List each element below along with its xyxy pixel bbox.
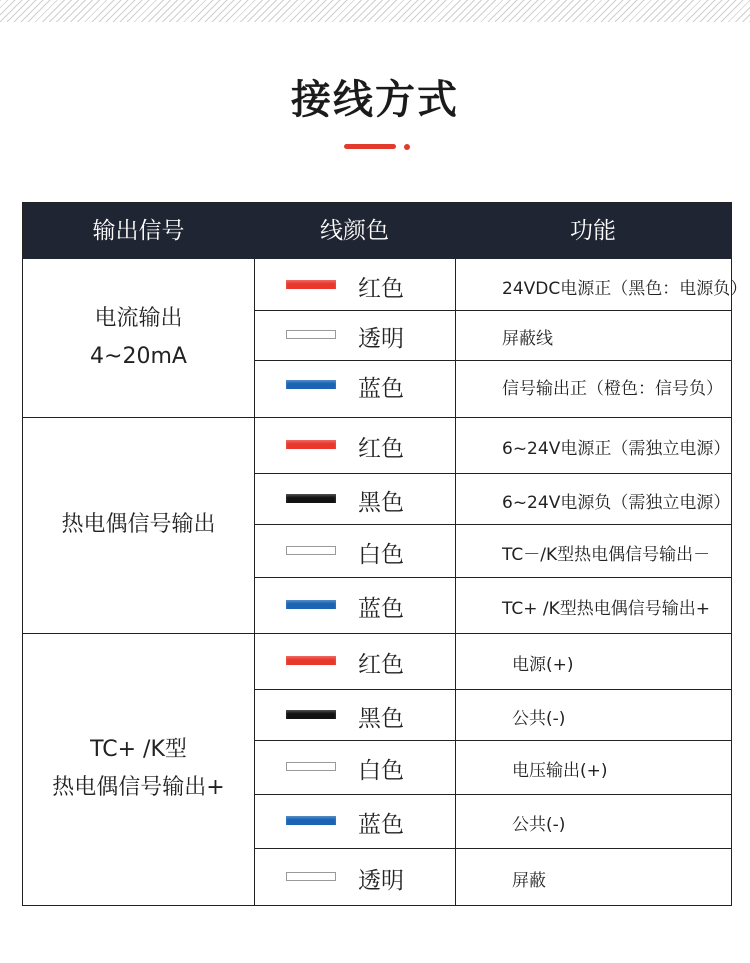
header-output-signal: 输出信号	[92, 218, 185, 244]
table-row	[254, 310, 731, 360]
group-label	[23, 633, 254, 905]
wire-color-name: 蓝色	[358, 376, 404, 402]
wire-color-swatch	[286, 872, 336, 881]
header-function: 功能	[570, 218, 616, 244]
table-row	[254, 473, 731, 524]
wire-function: 屏蔽	[512, 870, 546, 891]
wire-color-name: 红色	[358, 652, 404, 678]
wire-color-name: 红色	[358, 275, 404, 302]
table-row	[254, 848, 731, 905]
wire-function: 6~24V电源负（需独立电源）	[502, 492, 731, 513]
wire-function: TC+ /K型热电偶信号输出+	[502, 599, 711, 619]
table-row	[254, 360, 731, 410]
table-row	[254, 633, 731, 689]
table-row	[254, 689, 731, 740]
group-label	[23, 417, 254, 633]
wire-color-swatch	[286, 330, 336, 339]
title-underline	[344, 144, 396, 149]
wire-color-swatch	[286, 600, 336, 609]
table-header	[23, 203, 731, 259]
group-label-line: 电流输出	[94, 306, 183, 331]
column-divider	[254, 259, 255, 906]
decorative-stripes	[0, 0, 750, 22]
wire-color-swatch	[286, 494, 336, 503]
wire-color-name: 透明	[358, 867, 404, 894]
group-label	[23, 259, 254, 417]
table-row	[254, 794, 731, 848]
wire-color-swatch	[286, 816, 336, 825]
wire-color-name: 黑色	[358, 705, 404, 732]
wire-color-swatch	[286, 710, 336, 719]
wire-function: 电压输出(+)	[512, 761, 608, 781]
header-wire-color: 线颜色	[320, 218, 389, 244]
wire-color-name: 红色	[358, 436, 404, 462]
wire-color-name: 透明	[358, 326, 404, 352]
group-label-line: TC+ /K型	[90, 737, 187, 762]
wire-color-name: 白色	[358, 758, 404, 784]
group-label-line: 热电偶信号输出	[61, 512, 216, 537]
wire-color-swatch	[286, 546, 336, 555]
table-row	[254, 417, 731, 473]
wire-color-swatch	[286, 440, 336, 449]
group-label-line: 4~20mA	[90, 344, 187, 369]
wire-color-swatch	[286, 280, 336, 289]
table-row	[254, 577, 731, 633]
wire-color-name: 黑色	[358, 489, 404, 516]
wire-color-name: 蓝色	[358, 812, 404, 838]
wire-function: 6~24V电源正（需独立电源）	[502, 439, 731, 459]
wire-function: 信号输出正（橙色：信号负）	[502, 379, 723, 399]
wire-color-name: 蓝色	[358, 596, 404, 622]
wire-color-name: 白色	[358, 541, 404, 568]
wire-function: 电源(+)	[512, 655, 574, 675]
table-row	[254, 259, 748, 310]
table-row	[254, 524, 731, 577]
wire-function: 屏蔽线	[502, 329, 553, 349]
wire-color-swatch	[286, 656, 336, 665]
group-label-line: 热电偶信号输出+	[52, 775, 225, 800]
table-row	[254, 740, 731, 794]
wire-function: 24VDC电源正（黑色：电源负）	[502, 278, 748, 299]
wiring-table	[22, 202, 748, 906]
wire-function: 公共(-)	[512, 815, 566, 835]
title-dot	[404, 144, 410, 150]
wire-function: 公共(-)	[512, 708, 566, 729]
wire-function: TC－/K型热电偶信号输出－	[502, 544, 711, 565]
wire-color-swatch	[286, 762, 336, 771]
wire-color-swatch	[286, 380, 336, 389]
page-title: 接线方式	[291, 77, 459, 123]
column-divider	[455, 259, 456, 906]
